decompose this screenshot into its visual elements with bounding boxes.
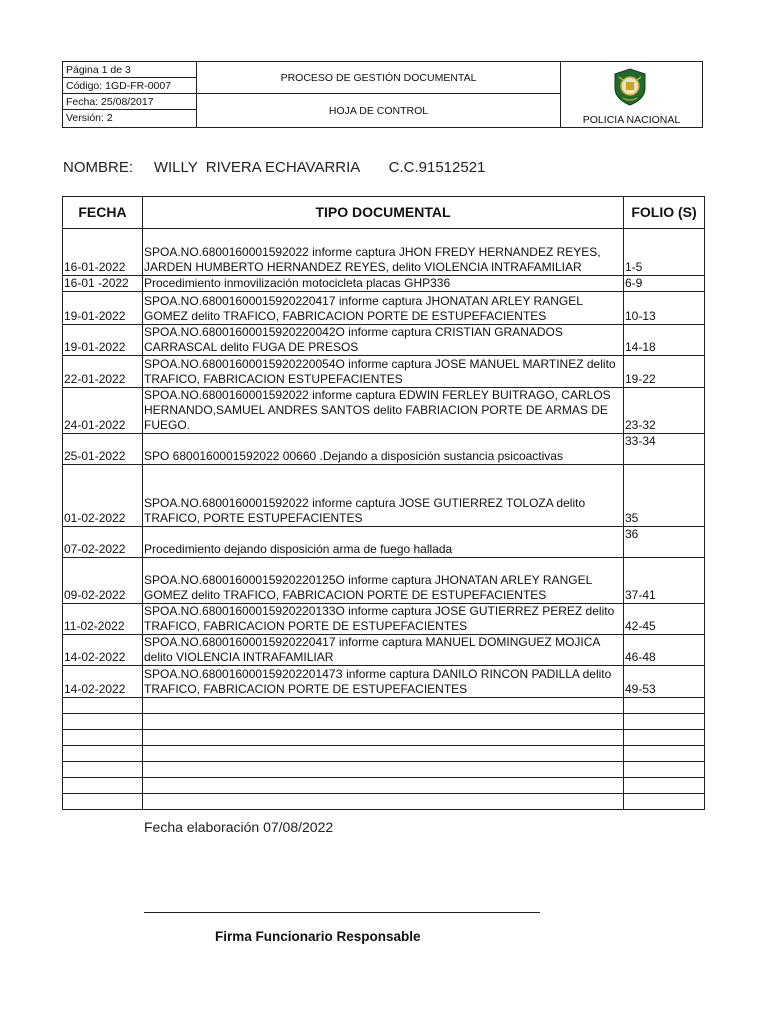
row-fecha: 14-02-2022 bbox=[63, 666, 143, 698]
row-folio: 35 bbox=[624, 465, 705, 527]
empty-cell bbox=[624, 730, 705, 746]
police-seal-icon bbox=[612, 68, 648, 106]
table-row bbox=[63, 635, 705, 666]
nombre-line: NOMBRE: WILLY RIVERA ECHAVARRIA C.C.91512521 bbox=[63, 159, 486, 176]
table-row bbox=[63, 356, 705, 388]
row-folio: 19-22 bbox=[624, 356, 705, 388]
column-header-fecha: FECHA bbox=[63, 197, 143, 229]
table-row-empty bbox=[63, 746, 705, 762]
empty-cell bbox=[143, 730, 624, 746]
row-tipo: SPOA.NO.68001600015920220417 informe captura JHONATAN ARLEY RANGEL GOMEZ delito TRAFICO, FABRICACION PORTE DE ESTUPEFACIENTES bbox=[143, 292, 624, 325]
row-fecha: 01-02-2022 bbox=[63, 465, 143, 527]
empty-cell bbox=[624, 794, 705, 810]
empty-cell bbox=[63, 762, 143, 778]
table-row bbox=[63, 558, 705, 604]
table-row bbox=[63, 325, 705, 356]
empty-cell bbox=[624, 714, 705, 730]
codigo-label: Código: 1GD-FR-0007 bbox=[63, 78, 196, 94]
column-header-folio: FOLIO (S) bbox=[624, 197, 705, 229]
header-title-block bbox=[197, 62, 561, 127]
row-tipo: SPOA.NO.6800160001592022 informe captura JOSE GUTIERREZ TOLOZA delito TRAFICO, PORTE ESTUPEFACIENTES bbox=[143, 465, 624, 527]
row-fecha: 16-01 -2022 bbox=[63, 276, 143, 292]
empty-cell bbox=[143, 778, 624, 794]
row-fecha: 09-02-2022 bbox=[63, 558, 143, 604]
empty-cell bbox=[143, 762, 624, 778]
table-row-empty bbox=[63, 730, 705, 746]
control-table bbox=[62, 196, 705, 810]
header-logo-block bbox=[561, 62, 702, 127]
row-tipo: SPOA.NO.68001600015920220133O informe captura JOSE GUTIERREZ PEREZ delito TRAFICO, FABRICACION PORTE DE ESTUPEFACIENTES bbox=[143, 604, 624, 635]
row-tipo: SPOA.NO.6800160001592022 informe captura EDWIN FERLEY BUITRAGO, CARLOS HERNANDO,SAMUEL ANDRES SANTOS delito FABRIACION PORTE DE ARMAS DE FUEGO. bbox=[143, 388, 624, 434]
signature-line bbox=[144, 912, 540, 913]
empty-cell bbox=[624, 778, 705, 794]
row-fecha: 16-01-2022 bbox=[63, 229, 143, 276]
hoja-title: HOJA DE CONTROL bbox=[328, 104, 429, 117]
row-tipo: SPOA.NO.68001600015920220042O informe captura CRISTIAN GRANADOS CARRASCAL delito FUGA DE PRESOS bbox=[143, 325, 624, 356]
empty-cell bbox=[63, 778, 143, 794]
row-tipo: SPOA.NO.68001600015920220054O informe captura JOSE MANUEL MARTINEZ delito TRAFICO, FABRICACION ESTUPEFACIENTES bbox=[143, 356, 624, 388]
row-tipo: Procedimiento inmovilización motocicleta placas GHP336 bbox=[143, 276, 624, 292]
table-row-empty bbox=[63, 698, 705, 714]
row-tipo: SPO 6800160001592022 00660 .Dejando a disposición sustancia psicoactivas bbox=[143, 434, 624, 465]
table-row-empty bbox=[63, 714, 705, 730]
table-row bbox=[63, 388, 705, 434]
table-row bbox=[63, 527, 705, 558]
fecha-label: Fecha: 25/08/2017 bbox=[63, 94, 196, 110]
row-folio: 46-48 bbox=[624, 635, 705, 666]
empty-cell bbox=[143, 698, 624, 714]
table-row-empty bbox=[63, 794, 705, 810]
row-folio: 36 bbox=[624, 527, 705, 558]
header-meta bbox=[63, 62, 197, 127]
empty-cell bbox=[143, 746, 624, 762]
row-folio: 37-41 bbox=[624, 558, 705, 604]
row-folio: 23-32 bbox=[624, 388, 705, 434]
row-tipo: SPOA.NO.68001600015920220417 informe captura MANUEL DOMINGUEZ MOJICA delito VIOLENCIA INTRAFAMILIAR bbox=[143, 635, 624, 666]
empty-cell bbox=[143, 714, 624, 730]
proceso-title: PROCESO DE GESTIÓN DOCUMENTAL bbox=[197, 62, 560, 94]
table-row bbox=[63, 276, 705, 292]
row-tipo: Procedimiento dejando disposición arma de fuego hallada bbox=[143, 527, 624, 558]
table-row-empty bbox=[63, 778, 705, 794]
row-fecha: 19-01-2022 bbox=[63, 292, 143, 325]
row-fecha: 24-01-2022 bbox=[63, 388, 143, 434]
empty-cell bbox=[143, 794, 624, 810]
row-folio: 49-53 bbox=[624, 666, 705, 698]
column-header-tipo: TIPO DOCUMENTAL bbox=[143, 197, 624, 229]
row-fecha: 22-01-2022 bbox=[63, 356, 143, 388]
institucion-label: POLICIA NACIONAL bbox=[582, 114, 681, 126]
empty-cell bbox=[624, 698, 705, 714]
empty-cell bbox=[63, 794, 143, 810]
row-tipo: SPOA.NO.6800160001592022 informe captura JHON FREDY HERNANDEZ REYES, JARDEN HUMBERTO HERNANDEZ REYES, delito VIOLENCIA INTRAFAMILIAR bbox=[143, 229, 624, 276]
firma-label: Firma Funcionario Responsable bbox=[215, 929, 421, 944]
table-row bbox=[63, 666, 705, 698]
table-row bbox=[63, 465, 705, 527]
table-row bbox=[63, 229, 705, 276]
row-folio: 1-5 bbox=[624, 229, 705, 276]
row-tipo: SPOA.NO.68001600015920220147З informe captura DANILO RINCON PADILLA delito TRAFICO, FABRICACION PORTE DE ESTUPEFACIENTES bbox=[143, 666, 624, 698]
table-row-empty bbox=[63, 762, 705, 778]
row-folio: 6-9 bbox=[624, 276, 705, 292]
row-fecha: 11-02-2022 bbox=[63, 604, 143, 635]
table-header-row bbox=[63, 197, 705, 229]
empty-cell bbox=[624, 762, 705, 778]
empty-cell bbox=[624, 746, 705, 762]
version-label: Versión: 2 bbox=[66, 112, 113, 124]
document-header bbox=[62, 61, 703, 128]
pagina-label: Página 1 de 3 bbox=[63, 62, 196, 78]
row-tipo: SPOA.NO.68001600015920220125O informe captura JHONATAN ARLEY RANGEL GOMEZ delito TRAFICO, FABRICACION PORTE DE ESTUPEFACIENTES bbox=[143, 558, 624, 604]
row-folio: 14-18 bbox=[624, 325, 705, 356]
row-fecha: 07-02-2022 bbox=[63, 527, 143, 558]
row-fecha: 14-02-2022 bbox=[63, 635, 143, 666]
table-row bbox=[63, 434, 705, 465]
table-row bbox=[63, 604, 705, 635]
empty-cell bbox=[63, 746, 143, 762]
empty-cell bbox=[63, 698, 143, 714]
empty-cell bbox=[63, 730, 143, 746]
row-folio: 10-13 bbox=[624, 292, 705, 325]
row-folio: 33-34 bbox=[624, 434, 705, 465]
row-fecha: 19-01-2022 bbox=[63, 325, 143, 356]
empty-cell bbox=[63, 714, 143, 730]
row-fecha: 25-01-2022 bbox=[63, 434, 143, 465]
table-row bbox=[63, 292, 705, 325]
row-folio: 42-45 bbox=[624, 604, 705, 635]
fecha-elaboracion: Fecha elaboración 07/08/2022 bbox=[144, 819, 334, 835]
